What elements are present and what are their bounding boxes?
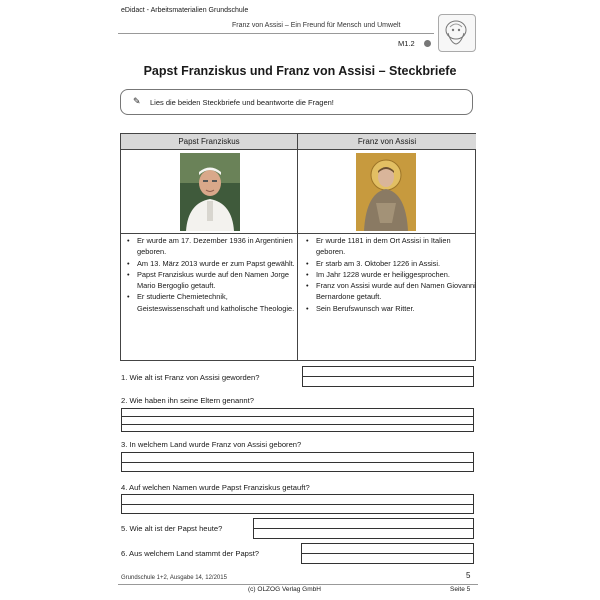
list-item: • Er starb am 3. Oktober 1226 in Assisi. bbox=[316, 258, 480, 269]
column-header-franz: Franz von Assisi bbox=[298, 134, 476, 149]
papst-facts-list bbox=[125, 235, 297, 314]
list-item: • Er wurde 1181 in dem Ort Assisi in Italien geboren. bbox=[316, 235, 480, 258]
answer-box-1[interactable] bbox=[302, 366, 474, 387]
question-5: 5. Wie alt ist der Papst heute? bbox=[121, 524, 223, 533]
answer-box-3[interactable] bbox=[121, 452, 474, 472]
answer-box-5[interactable] bbox=[253, 518, 474, 539]
franz-von-assisi-painting bbox=[356, 153, 416, 231]
list-item: • Er studierte Chemietechnik, Geisteswissenschaft und katholische Theologie. bbox=[137, 291, 297, 314]
list-item: • Papst Franziskus wurde auf den Namen Jorge Mario Bergoglio getauft. bbox=[137, 269, 297, 292]
material-code: M1.2 bbox=[398, 39, 415, 48]
answer-box-4[interactable] bbox=[121, 494, 474, 514]
unit-subtitle: Franz von Assisi – Ein Freund für Mensch und Umwelt bbox=[232, 22, 401, 29]
footer-edition: Grundschule 1+2, Ausgabe 14, 12/2015 bbox=[121, 575, 227, 581]
answer-box-6[interactable] bbox=[301, 543, 474, 564]
question-6: 6. Aus welchem Land stammt der Papst? bbox=[121, 549, 260, 558]
table-divider bbox=[121, 233, 475, 234]
list-item: • Im Jahr 1228 wurde er heiliggesprochen. bbox=[316, 269, 480, 280]
table-divider bbox=[297, 134, 298, 360]
page-title: Papst Franziskus und Franz von Assisi – Steckbriefe bbox=[143, 64, 457, 78]
pope-francis-photo bbox=[180, 153, 240, 231]
list-item: • Am 13. März 2013 wurde er zum Papst gewählt. bbox=[137, 258, 297, 269]
page-number: 5 bbox=[466, 571, 471, 580]
header-divider bbox=[118, 33, 434, 34]
instruction-text: Lies die beiden Steckbriefe und beantworte die Fragen! bbox=[150, 98, 334, 107]
footer-copyright: (c) OLZOG Verlag GmbH bbox=[248, 586, 321, 593]
table-divider bbox=[121, 149, 475, 150]
answer-box-2[interactable] bbox=[121, 408, 474, 432]
pencil-icon: ✎ bbox=[133, 96, 141, 106]
question-2: 2. Wie haben ihn seine Eltern genannt? bbox=[121, 396, 254, 405]
list-item: • Er wurde am 17. Dezember 1936 in Argentinien geboren. bbox=[137, 235, 297, 258]
column-header-papst: Papst Franziskus bbox=[121, 134, 297, 149]
footer-divider bbox=[118, 584, 478, 585]
question-4: 4. Auf welchen Namen wurde Papst Franziskus getauft? bbox=[121, 483, 310, 492]
question-1: 1. Wie alt ist Franz von Assisi geworden? bbox=[121, 373, 260, 382]
profile-table bbox=[120, 133, 476, 361]
list-item: • Sein Berufswunsch war Ritter. bbox=[316, 303, 480, 314]
circle-icon bbox=[424, 40, 431, 47]
question-3: 3. In welchem Land wurde Franz von Assisi geboren? bbox=[121, 440, 302, 449]
footer-page-label: Seite 5 bbox=[450, 586, 471, 593]
logo bbox=[438, 14, 476, 52]
franz-facts-list bbox=[304, 235, 480, 314]
list-item: • Franz von Assisi wurde auf den Namen Giovanni Bernardone getauft. bbox=[316, 280, 480, 303]
brand-label: eDidact - Arbeitsmaterialien Grundschule bbox=[121, 7, 249, 14]
